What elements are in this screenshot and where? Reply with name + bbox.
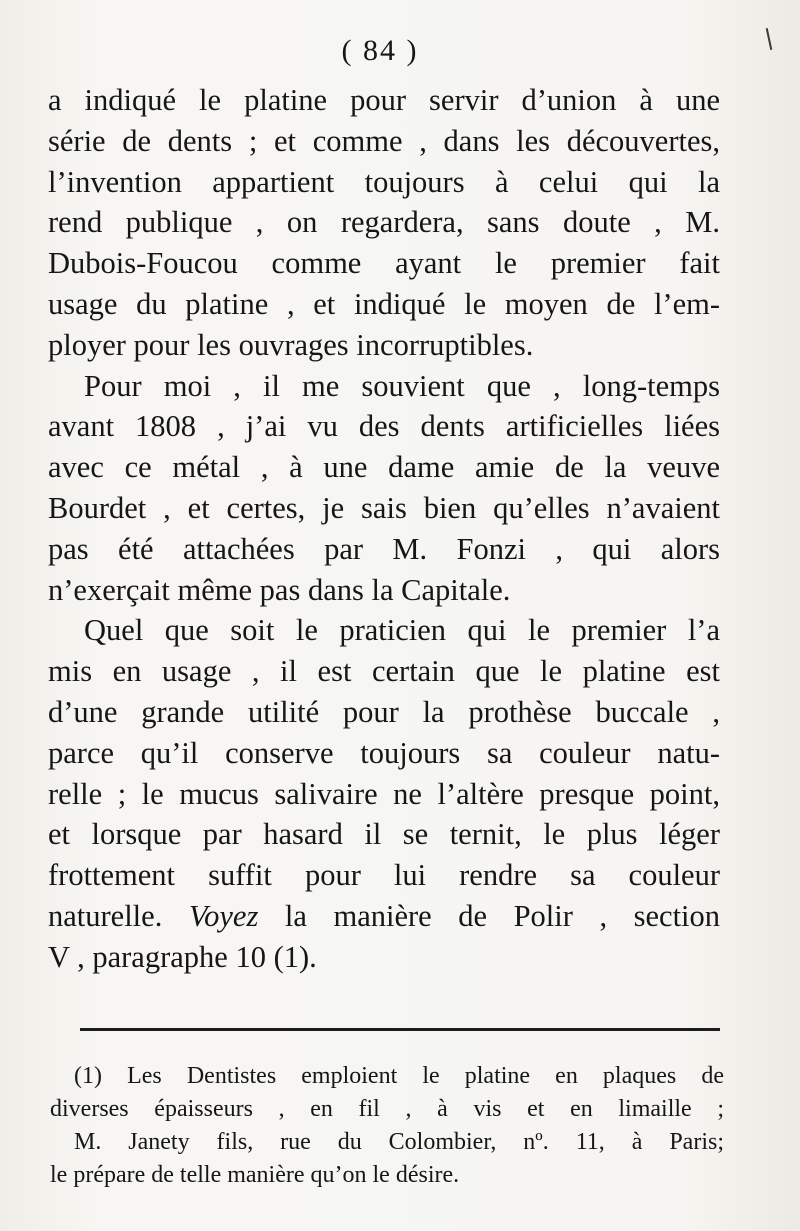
margin-mark: [766, 28, 773, 50]
text-line: mis en usage , il est certain que le platine est: [48, 654, 720, 689]
footnote-line: diverses épaisseurs , en fil , à vis et en limaille ;: [50, 1096, 724, 1122]
text-line: avec ce métal , à une dame amie de la veuve: [48, 450, 720, 485]
text-line: Bourdet , et certes, je sais bien qu’elles n’avaient: [48, 490, 720, 525]
footnotes: [50, 1060, 724, 1192]
text-line: rend publique , on regardera, sans doute , M.: [48, 205, 720, 240]
text-line: V , paragraphe 10 (1).: [48, 939, 317, 974]
text-line: d’une grande utilité pour la prothèse buccale ,: [48, 694, 720, 729]
italic-word: Voyez: [188, 898, 259, 933]
text-line: parce qu’il conserve toujours sa couleur natu-: [48, 735, 720, 770]
text-line: Dubois-Foucou comme ayant le premier fait: [48, 246, 720, 281]
text-line: a indiqué le platine pour servir d’union à une: [48, 83, 720, 117]
page-number: ( 84 ): [341, 34, 419, 67]
text-line: série de dents ; et comme , dans les découvertes,: [48, 123, 720, 158]
text-line: relle ; le mucus salivaire ne l’altère presque point,: [48, 776, 720, 811]
text-line: avant 1808 , j’ai vu des dents artificielles liées: [48, 409, 720, 444]
text-line: usage du platine , et indiqué le moyen de l’em-: [48, 286, 720, 321]
text-line: pas été attachées par M. Fonzi , qui alors: [48, 531, 720, 566]
text-line: frottement suffit pour lui rendre sa couleur: [48, 858, 720, 893]
text-line: n’exerçait même pas dans la Capitale.: [48, 572, 511, 607]
text-segment: la manière de Polir , section: [284, 898, 721, 933]
text-line: Quel que soit le praticien qui le premier l’a: [84, 613, 720, 648]
text-line: Pour moi , il me souvient que , long-temps: [84, 368, 720, 403]
footnote-divider: [80, 1028, 720, 1031]
footnote-line: M. Janety fils, rue du Colombier, nº. 11, à Paris;: [74, 1129, 724, 1155]
text-line: ployer pour les ouvrages incorruptibles.: [48, 327, 534, 362]
text-segment: naturelle.: [48, 898, 163, 933]
footnote-line: le prépare de telle manière qu’on le désire.: [50, 1162, 460, 1188]
text-line: l’invention appartient toujours à celui qui la: [48, 164, 720, 199]
footnote-line: (1) Les Dentistes emploient le platine en plaques de: [74, 1063, 724, 1089]
text-line-with-italic: [48, 896, 720, 937]
main-text: [48, 80, 720, 978]
text-line: et lorsque par hasard il se ternit, le plus léger: [48, 817, 720, 852]
